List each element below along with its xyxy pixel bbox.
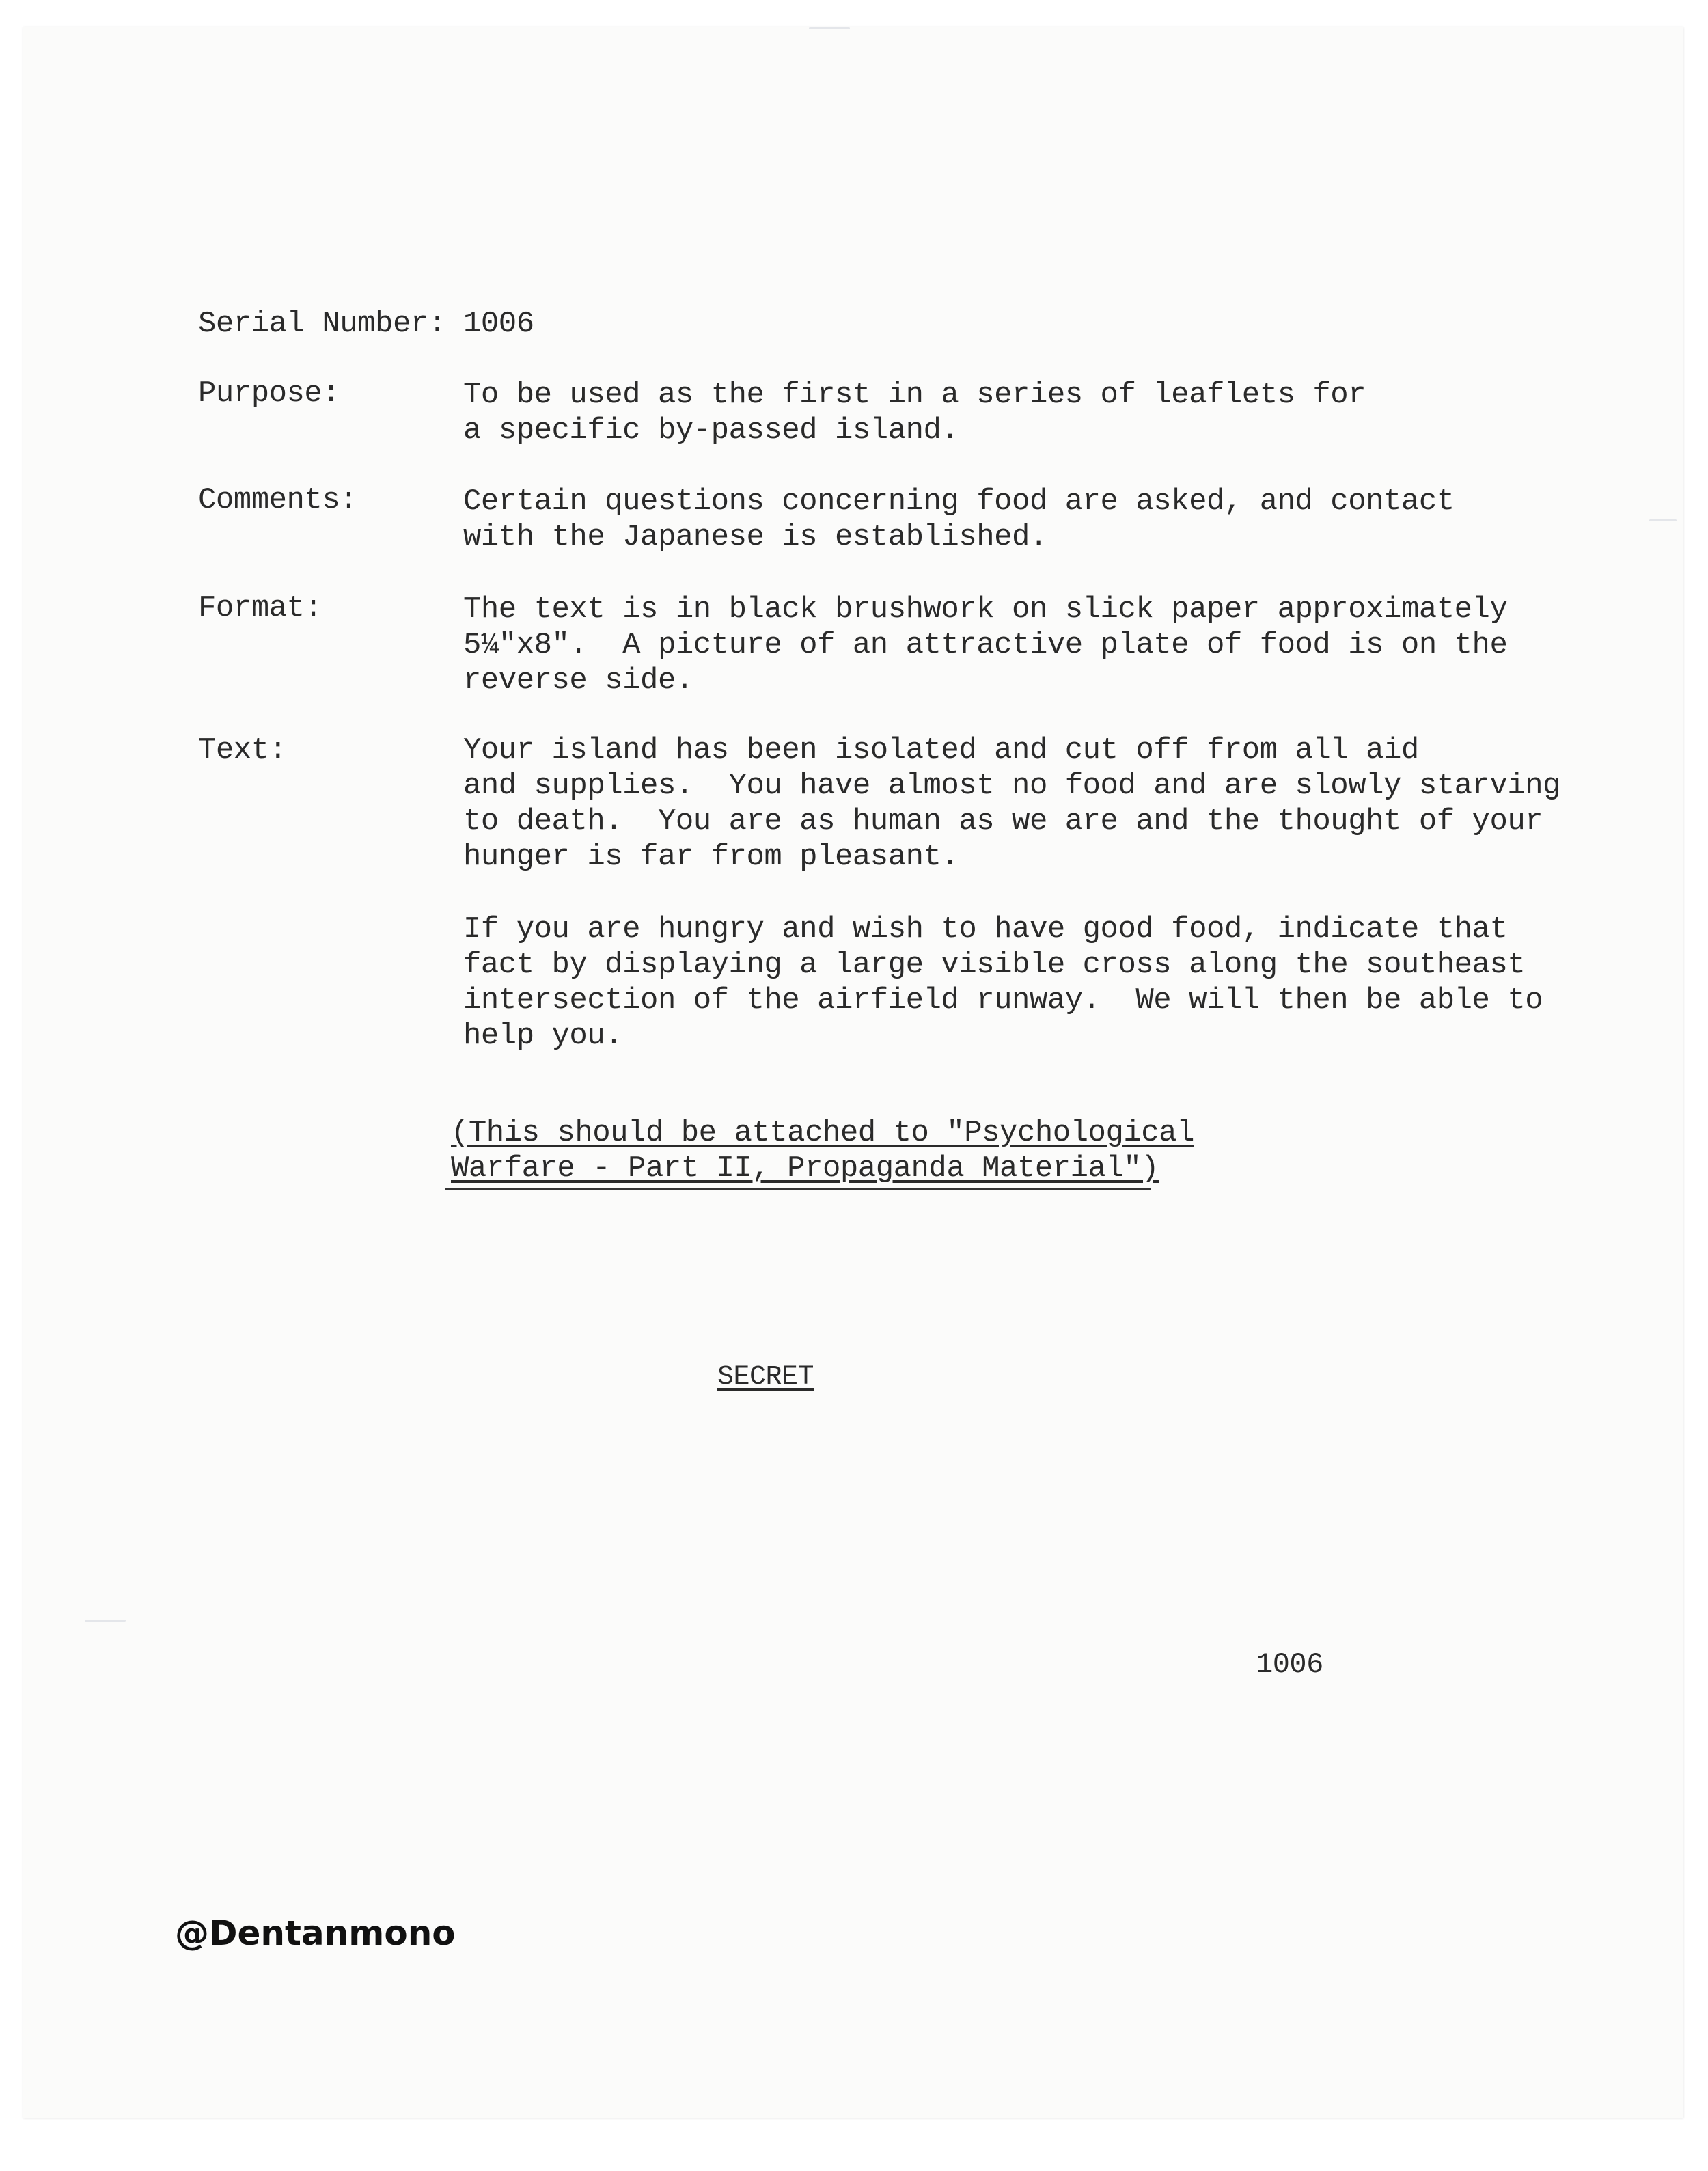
format-value: The text is in black brushwork on slick paper approximately 5¼"x8". A picture of an attractive plate of food is on the reverse side.	[463, 592, 1508, 698]
serial-number-value: 1006	[463, 307, 534, 341]
purpose-value: To be used as the first in a series of leaflets for a specific by-passed island.	[463, 378, 1366, 448]
note-underline-rule	[445, 1188, 1151, 1190]
text-paragraph-2: If you are hungry and wish to have good food, indicate that fact by displaying a large visible cross along the southeast intersection of the airfield runway. We will then be able to help you.	[463, 912, 1543, 1053]
attachment-note: (This should be attached to "Psychological Warfare - Part II, Propaganda Material")	[451, 1116, 1194, 1186]
page-number: 1006	[1256, 1648, 1323, 1681]
purpose-label: Purpose:	[198, 377, 340, 411]
text-paragraph-1: Your island has been isolated and cut off from all aid and supplies. You have almost no food and are slowly starving to death. You are as human as we are and the thought of your hunger is far from pleasant.	[463, 733, 1561, 874]
watermark-handle: @Dentanmono	[175, 1913, 456, 1953]
classification-marking: SECRET	[717, 1362, 814, 1393]
serial-number-label: Serial Number:	[198, 307, 446, 341]
format-label: Format:	[198, 591, 322, 625]
text-label: Text:	[198, 733, 287, 767]
comments-value: Certain questions concerning food are asked, and contact with the Japanese is established.	[463, 484, 1455, 554]
comments-label: Comments:	[198, 483, 358, 517]
